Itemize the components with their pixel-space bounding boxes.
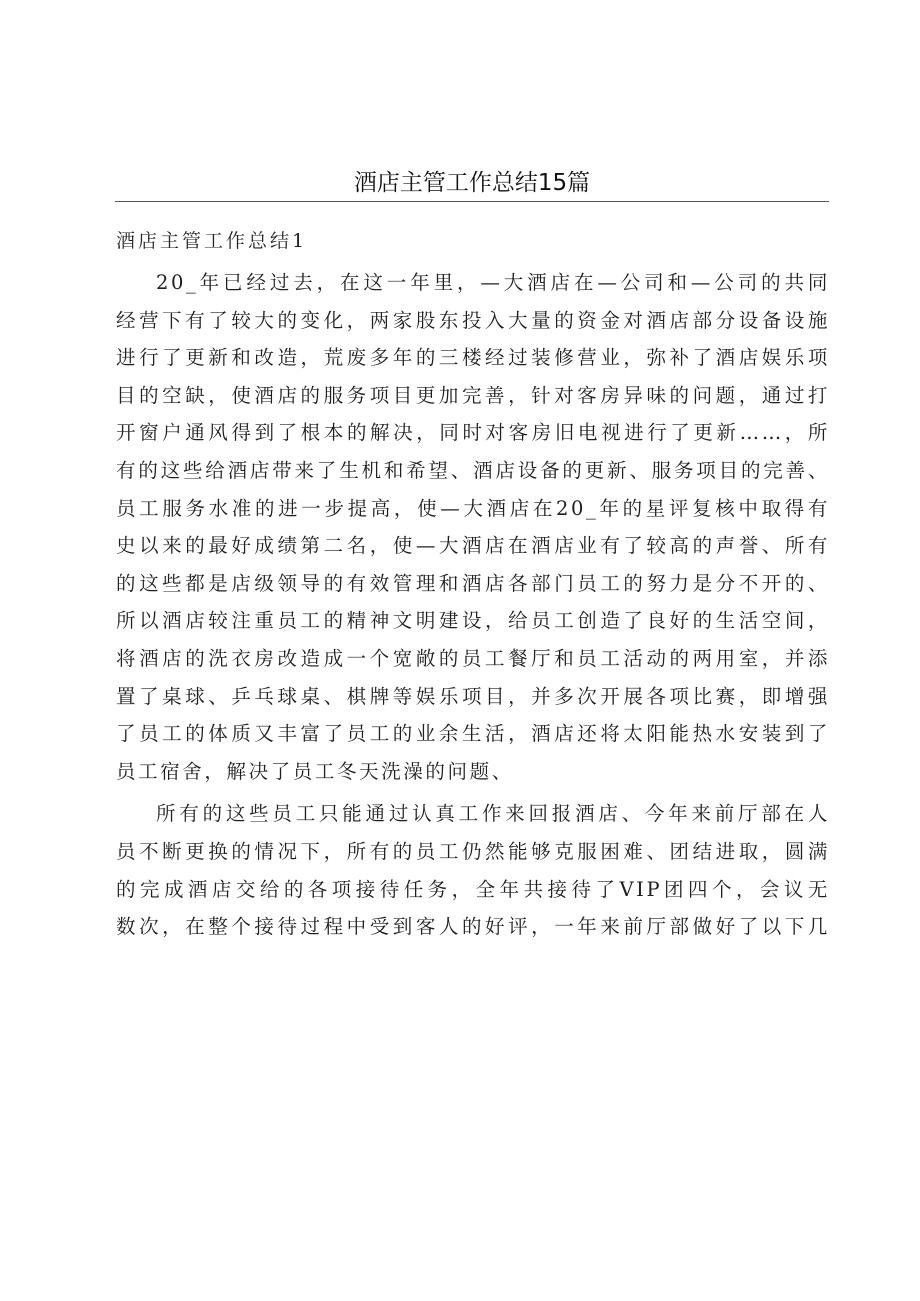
- text-line: 20_年已经过去，在这一年里，—大酒店在—公司和—公司的共同: [156, 271, 830, 294]
- document-body: [116, 264, 830, 946]
- text-line: 的完成酒店交给的各项接待任务，全年共接待了VIP团四个，会议无: [116, 877, 830, 901]
- text-line: 史以来的最好成绩第二名，使—大酒店在酒店业有了较高的声誉、所有: [116, 534, 830, 558]
- text-line: 开窗户通风得到了根本的解决，同时对客房旧电视进行了更新……，所: [116, 421, 830, 445]
- text-line: 将酒店的洗衣房改造成一个宽敞的员工餐厅和员工活动的两用室，并添: [116, 646, 830, 670]
- paragraph-2: [116, 795, 830, 945]
- text-line: 进行了更新和改造，荒废多年的三楼经过装修营业，弥补了酒店娱乐项: [116, 346, 830, 370]
- text-line: 置了桌球、乒乓球桌、棋牌等娱乐项目，并多次开展各项比赛，即增强: [116, 684, 830, 708]
- text-line: 有的这些给酒店带来了生机和希望、酒店设备的更新、服务项目的完善、: [116, 458, 830, 482]
- section-heading: 酒店主管工作总结1: [116, 230, 308, 252]
- title-divider: [115, 201, 829, 202]
- text-line: 所有的这些员工只能通过认真工作来回报酒店、今年来前厅部在人: [156, 802, 830, 826]
- text-line: 的这些都是店级领导的有效管理和酒店各部门员工的努力是分不开的、: [116, 571, 830, 595]
- text-line: 数次，在整个接待过程中受到客人的好评，一年来前厅部做好了以下几: [116, 915, 830, 939]
- paragraph-1: [116, 264, 830, 790]
- text-line: 员不断更换的情况下，所有的员工仍然能够克服困难、团结进取，圆满: [116, 839, 830, 863]
- text-line: 所以酒店较注重员工的精神文明建设，给员工创造了良好的生活空间，: [116, 609, 830, 633]
- text-line: 目的空缺，使酒店的服务项目更加完善，针对客房异味的问题，通过打: [116, 383, 830, 407]
- text-line: 员工服务水准的进一步提高，使—大酒店在20_年的星评复核中取得有: [116, 496, 830, 520]
- text-line: 员工宿舍，解决了员工冬天洗澡的问题、: [116, 759, 514, 783]
- text-line: 经营下有了较大的变化，两家股东投入大量的资金对酒店部分设备设施: [116, 308, 830, 332]
- document-title: 酒店主管工作总结15篇: [353, 170, 591, 196]
- text-line: 了员工的体质又丰富了员工的业余生活，酒店还将太阳能热水安装到了: [116, 722, 830, 746]
